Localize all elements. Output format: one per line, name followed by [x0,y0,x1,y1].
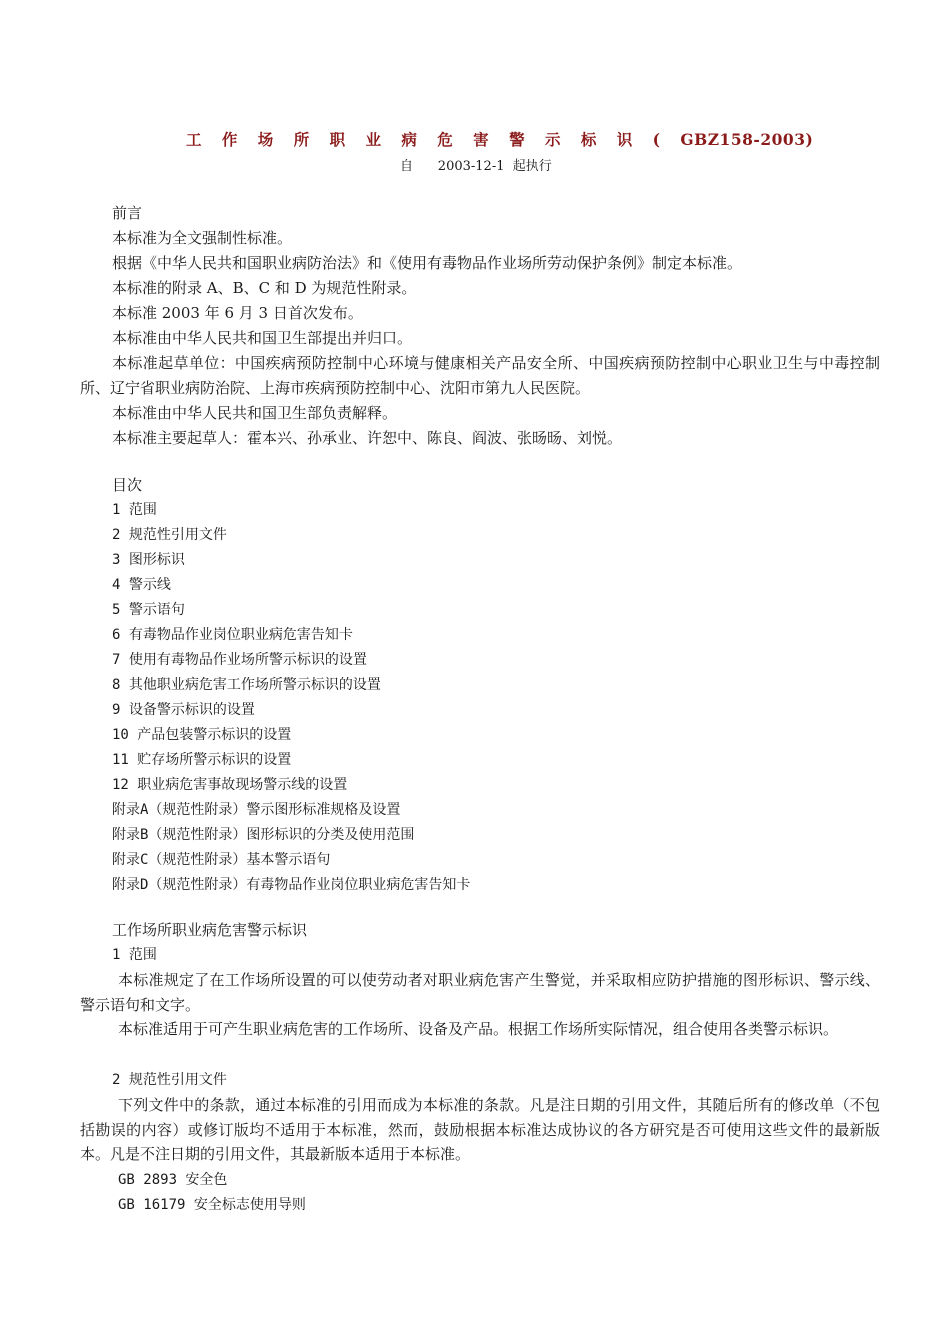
preface-line: 本标准由中华人民共和国卫生部提出并归口。 [112,329,413,347]
toc-item: 1 范围 [112,502,157,518]
reference-item: GB 16179 安全标志使用导则 [118,1197,306,1213]
preface-line: 本标准为全文强制性标准。 [112,229,293,247]
toc-item: 12 职业病危害事故现场警示线的设置 [112,777,348,793]
document-title [186,128,813,150]
preface-line: 根据《中华人民共和国职业病防治法》和《使用有毒物品作业场所劳动保护条例》制定本标准。 [112,254,743,272]
preface-line: 本标准的附录 A、B、C 和 D 为规范性附录。 [112,279,417,297]
toc-item: 6 有毒物品作业岗位职业病危害告知卡 [112,627,353,643]
toc-item: 4 警示线 [112,577,171,593]
toc-item: 9 设备警示标识的设置 [112,702,255,718]
title-text: 工 作 场 所 职 业 病 危 害 警 示 标 识 ( [186,130,668,149]
toc-item: 7 使用有毒物品作业场所警示标识的设置 [112,652,367,668]
toc-item: 附录B（规范性附录）图形标识的分类及使用范围 [112,827,415,843]
effective-date: 自 2003-12-1 起执行 [400,159,552,174]
preface-line: 本标准 2003 年 6 月 3 日首次发布。 [112,304,363,322]
drafting-units-paragraph: 本标准起草单位：中国疾病预防控制中心环境与健康相关产品安全所、中国疾病预防控制中心职业卫生与中毒控制所、辽宁省职业病防治院、上海市疾病预防控制中心、沈阳市第九人民医院。 [80,354,880,397]
title-code: GBZ158-2003) [680,130,814,149]
interpretation-line: 本标准由中华人民共和国卫生部负责解释。 [112,404,398,422]
toc-item: 5 警示语句 [112,602,185,618]
section-1-paragraph: 本标准规定了在工作场所设置的可以使劳动者对职业病危害产生警觉，并采取相应防护措施的图形标识、警示线、警示语句和文字。 [80,971,880,1014]
main-heading: 工作场所职业病危害警示标识 [112,921,308,939]
toc-item: 10 产品包装警示标识的设置 [112,727,292,743]
section-2-heading: 2 规范性引用文件 [112,1072,227,1088]
toc-item: 附录C（规范性附录）基本警示语句 [112,852,331,868]
toc-item: 11 贮存场所警示标识的设置 [112,752,292,768]
toc-item: 附录D（规范性附录）有毒物品作业岗位职业病危害告知卡 [112,877,471,893]
toc-item: 2 规范性引用文件 [112,527,227,543]
section-1-paragraph: 本标准适用于可产生职业病危害的工作场所、设备及产品。根据工作场所实际情况，组合使用各类警示标识。 [118,1020,839,1038]
reference-item: GB 2893 安全色 [118,1172,228,1188]
preface-heading: 前言 [112,204,143,222]
section-2-paragraph: 下列文件中的条款，通过本标准的引用而成为本标准的条款。凡是注日期的引用文件，其随后所有的修改单（不包括勘误的内容）或修订版均不适用于本标准，然而，鼓励根据本标准达成协议的各方研究是否可使用这些文件的最新版本。凡是不注日期的引用文件，其最新版本适用于本标准。 [80,1096,880,1163]
drafters-line: 本标准主要起草人：霍本兴、孙承业、许恕中、陈良、阎波、张旸旸、刘悦。 [112,429,623,447]
toc-heading: 目次 [112,476,143,494]
toc-item: 附录A（规范性附录）警示图形标准规格及设置 [112,802,401,818]
toc-item: 3 图形标识 [112,552,185,568]
toc-item: 8 其他职业病危害工作场所警示标识的设置 [112,677,381,693]
section-1-heading: 1 范围 [112,947,157,963]
